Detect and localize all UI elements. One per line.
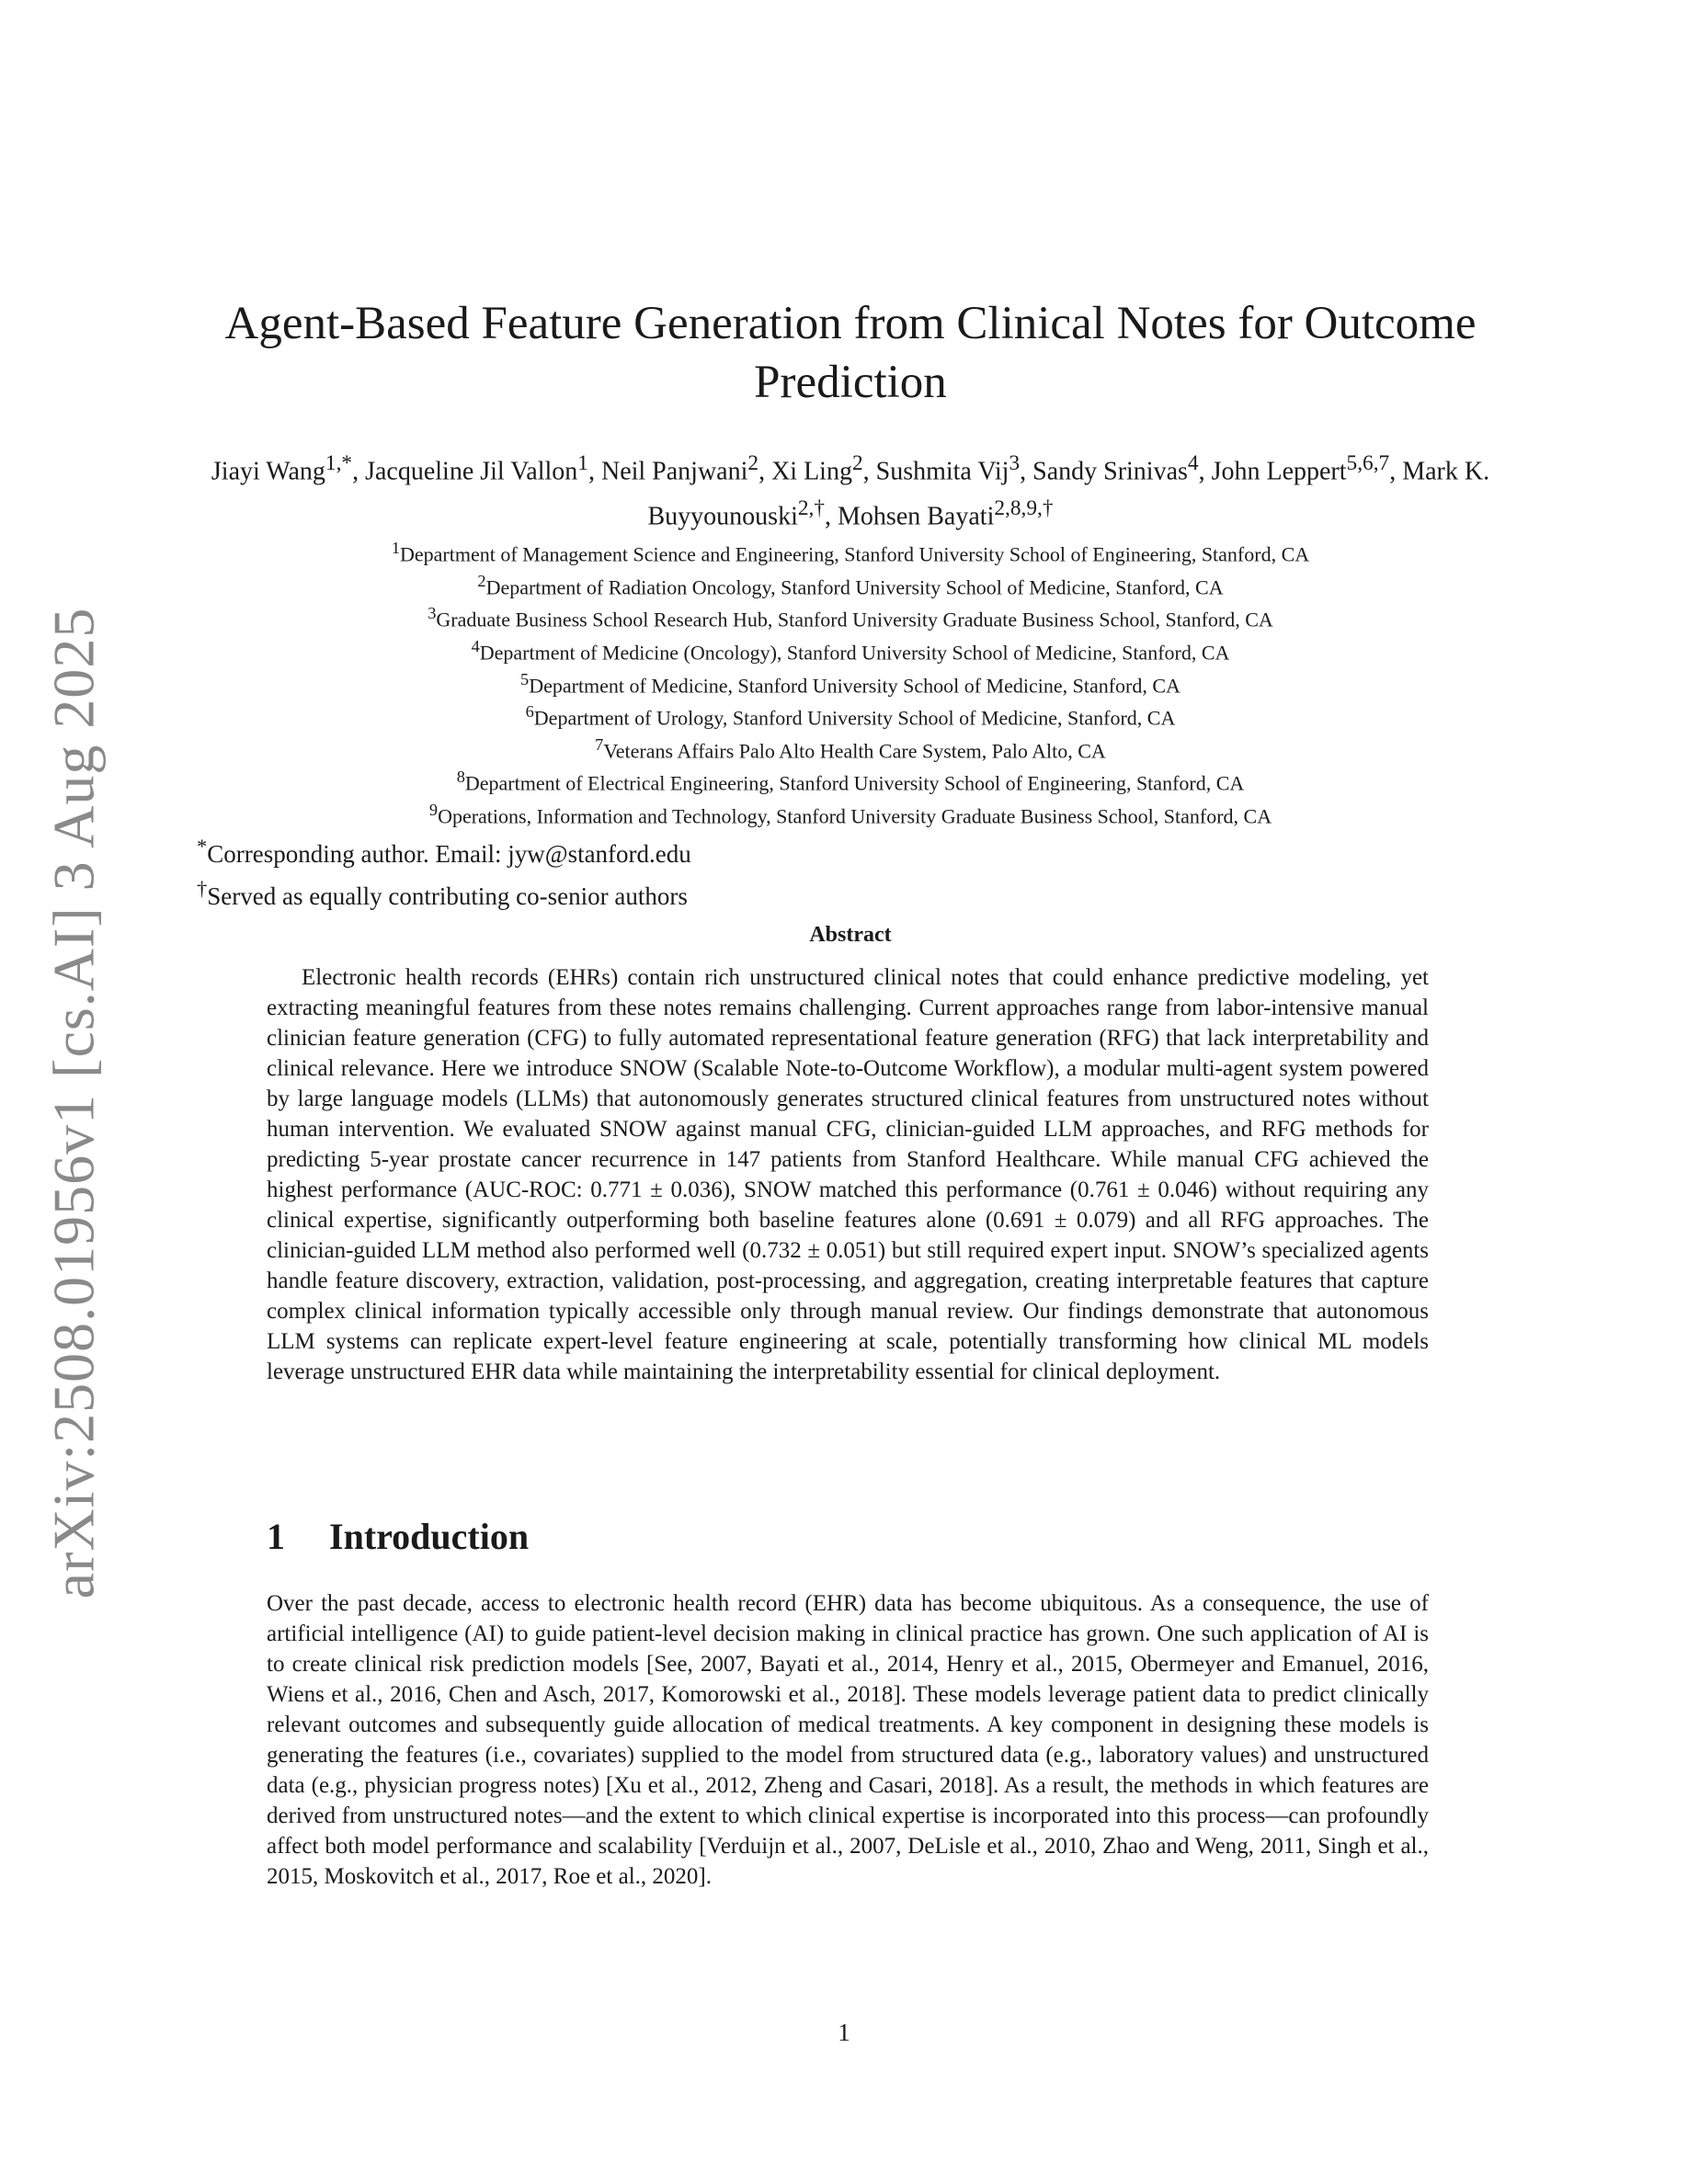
affiliation: $^9$Operations, Information and Technology, Stanford University Graduate Business School, Stanford, CA [428,801,1272,828]
affiliation: $^8$Department of Electrical Engineering, Stanford University School of Engineering, Stanford, CA [456,768,1245,795]
author-notes [197,829,691,914]
corresponding-author-note: *Corresponding author. Email: jyw@stanford.edu [197,835,691,868]
author-affiliation-mark: 1,* [325,451,353,475]
author-name: Jiayi Wang [211,457,325,486]
arxiv-identifier: arXiv:2508.01956v1 [cs.AI] 3 Aug 2025 [40,607,106,1599]
author-name: John Leppert [1211,457,1347,486]
author-affiliation-mark: 1 [577,451,588,475]
intro-paragraph: Over the past decade, access to electronic health record (EHR) data has become ubiquitous. As a consequence, the use of artificial intelligence (AI) to guide patient-level decision making in clinical practice has grown. One such application of AI is to create clinical risk prediction models [See, 2007, Bayati et al., 2014, Henry et al., 2015, Obermeyer and Emanuel, 2016, Wiens et al., 2016, Chen and Asch, 2017, Komorowski et al., 2018]. These models leverage patient data to predict clinically relevant outcomes and subsequently guide allocation of medical treatments. A key component in designing these models is generating the features (i.e., covariates) supplied to the model from structured data (e.g., laboratory values) and unstructured data (e.g., physician progress notes) [Xu et al., 2012, Zheng and Casari, 2018]. As a result, the methods in which features are derived from unstructured notes—and the extent to which clinical expertise is incorporated into this process—can profoundly affect both model performance and scalability [Verduijn et al., 2007, DeLisle et al., 2010, Zhao and Weng, 2011, Singh et al., 2015, Moskovitch et al., 2017, Roe et al., 2020]. [267,1591,1429,1889]
author-name: Mohsen Bayati [838,502,995,531]
author-name: Jacqueline Jil Vallon [365,457,578,486]
author-affiliation-mark: 2 [851,451,863,475]
affiliation: $^1$Department of Management Science and Engineering, Stanford University School of Engineering, Stanford, CA [391,539,1310,566]
affiliation: $^3$Graduate Business School Research Hub, Stanford University Graduate Business School, Stanford, CA [428,604,1273,631]
affiliation: $^6$Department of Urology, Stanford University School of Medicine, Stanford, CA [525,702,1176,730]
author-affiliation-mark: 5,6,7 [1346,451,1390,475]
abstract-heading: Abstract [809,923,892,947]
author-name: Neil Panjwani [600,457,748,486]
author-name: Sushmita Vij [875,457,1009,486]
affiliation: $^5$Department of Medicine, Stanford University School of Medicine, Stanford, CA [520,669,1180,697]
affiliation: $^7$Veterans Affairs Palo Alto Health Care System, Palo Alto, CA [595,734,1106,763]
author-name: Mark K. Buyyounouski [647,457,1490,531]
equal-contribution-note: †Served as equally contributing co-senior authors [197,877,688,910]
author-affiliation-mark: 2 [747,451,759,475]
author-affiliation-mark: 3 [1009,451,1021,475]
affiliation: $^4$Department of Medicine (Oncology), Stanford University School of Medicine, Stanford, CA [471,636,1230,665]
page-number: 1 [838,2019,850,2046]
section-title: Introduction [329,1516,530,1557]
affiliation-list [202,535,1499,830]
paper-title: Agent-Based Feature Generation from Clinical Notes for Outcome Prediction [224,298,1477,408]
author-affiliation-mark: 2,† [797,496,826,521]
author-affiliation-mark: 2,8,9,† [994,496,1054,521]
author-list: Jiayi Wang$^{1,*}$, Jacqueline Jil Vallon$^1$, Neil Panjwani$^2$, Xi Ling$^2$, Sushmita Vij$^3$, Sandy Srinivas$^4$, John Leppert$^{5,6,7}$, Mark K. Buyyounouski$^{2,\dagger}$, Mohsen Bayati$^{2,8,9,\dagger}$ [211,451,1490,531]
arxiv-sidebar [37,607,110,1599]
section-heading [267,1515,529,1558]
abstract-text: Electronic health records (EHRs) contain rich unstructured clinical notes that could enhance predictive modeling, yet extracting meaningful features from these notes remains challenging. Current approaches range from labor-intensive manual clinician feature generation (CFG) to fully automated representational feature generation (RFG) that lack interpretability and clinical relevance. Here we introduce SNOW (Scalable Note-to-Outcome Workflow), a modular multi-agent system powered by large language models (LLMs) that autonomously generates structured clinical features from unstructured notes without human intervention. We evaluated SNOW against manual CFG, clinician-guided LLM approaches, and RFG methods for predicting 5-year prostate cancer recurrence in 147 patients from Stanford Healthcare. While manual CFG achieved the highest performance (AUC-ROC: 0.771 ± 0.036), SNOW matched this performance (0.761 ± 0.046) without requiring any clinical expertise, significantly outperforming both baseline features alone (0.691 ± 0.079) and all RFG approaches. The clinician-guided LLM method also performed well (0.732 ± 0.051) but still required expert input. SNOW’s specialized agents handle feature discovery, extraction, validation, post-processing, and aggregation, creating interpretable features that capture complex clinical information typically accessible only through manual review. Our findings demonstrate that autonomous LLM systems can replicate expert-level feature engineering at scale, potentially transforming how clinical ML models leverage unstructured EHR data while maintaining the interpretability essential for clinical deployment. [267,965,1429,1384]
author-name: Sandy Srinivas [1032,457,1188,486]
affiliation: $^2$Department of Radiation Oncology, Stanford University School of Medicine, Stanford, CA [477,571,1224,598]
section-number: 1 [267,1516,285,1557]
author-name: Xi Ling [771,457,852,486]
author-affiliation-mark: 4 [1187,451,1199,475]
